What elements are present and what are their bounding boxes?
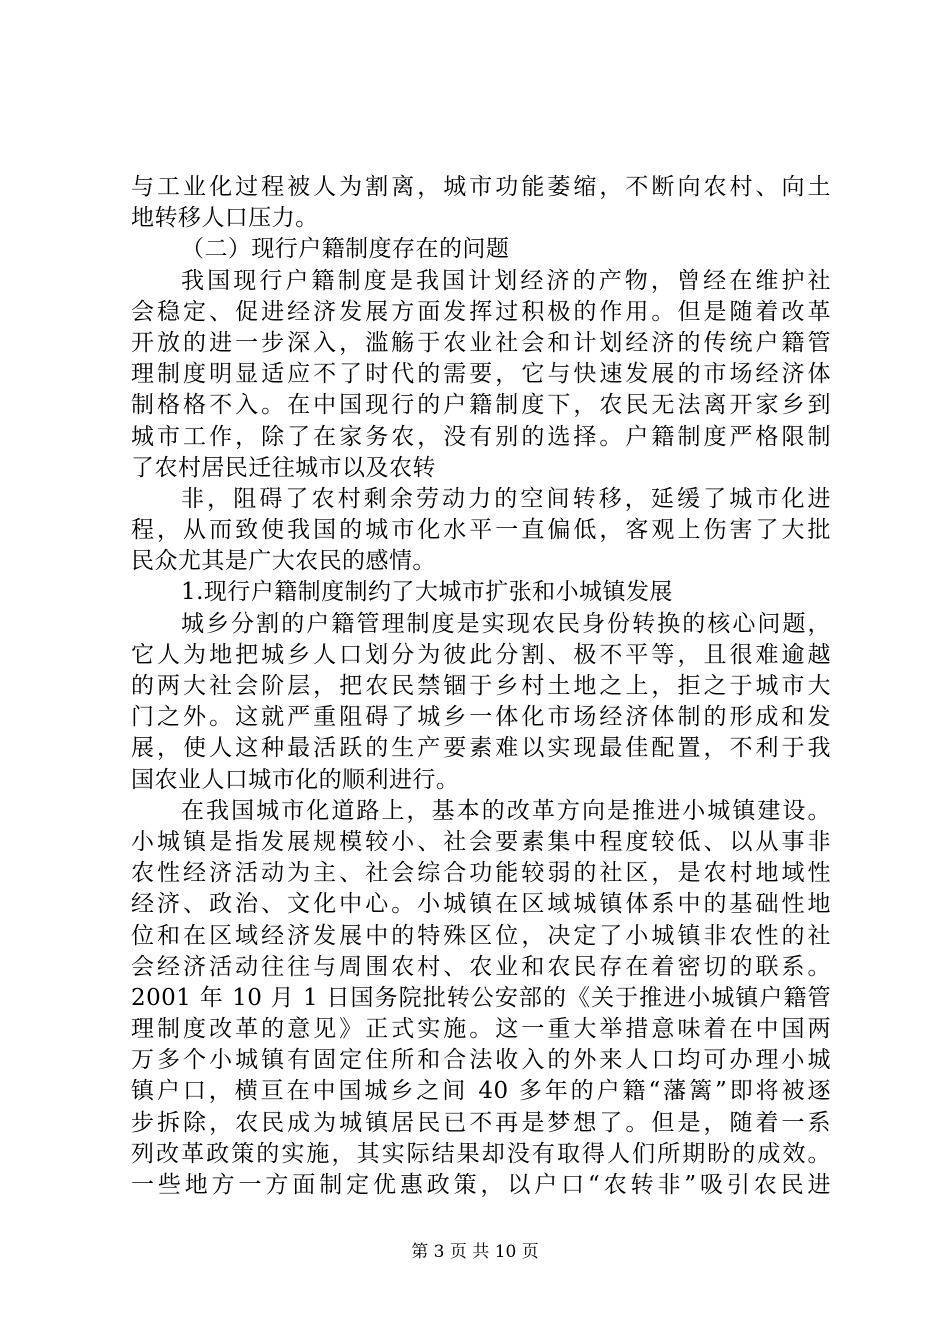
text-line: 理制度改革的意见》正式实施。这一重大举措意味着在中国两 <box>131 1016 831 1043</box>
text-line: 在我国城市化道路上，基本的改革方向是推进小城镇建设。 <box>181 797 831 824</box>
text-line: （二）现行户籍制度存在的问题 <box>181 236 510 263</box>
text-line: 经济、政治、文化中心。小城镇在区域城镇体系中的基础性地 <box>131 891 831 918</box>
text-line: 地转移人口压力。 <box>131 205 319 232</box>
text-line: 制格格不入。在中国现行的户籍制度下，农民无法离开家乡到 <box>131 392 831 419</box>
text-line: 会稳定、促进经济发展方面发挥过积极的作用。但是随着改革 <box>131 298 831 325</box>
text-line: 小城镇是指发展规模较小、社会要素集中程度较低、以从事非 <box>131 828 831 855</box>
document-body <box>131 172 831 1201</box>
text-line: 位和在区域经济发展中的特殊区位，决定了小城镇非农性的社 <box>131 922 831 949</box>
text-line: 的两大社会阶层，把农民禁锢于乡村土地之上，拒之于城市大 <box>131 673 831 699</box>
text-line: 开放的进一步深入，滥觞于农业社会和计划经济的传统户籍管 <box>131 329 831 356</box>
text-line: 农性经济活动为主、社会综合功能较弱的社区，是农村地域性 <box>131 860 831 887</box>
text-line: 2001 年 10 月 1 日国务院批转公安部的《关于推进小城镇户籍管 <box>131 984 831 1011</box>
text-line: 会经济活动往往与周围农村、农业和农民存在着密切的联系。 <box>131 953 831 980</box>
text-line: 国农业人口城市化的顺利进行。 <box>131 766 460 793</box>
text-line: 步拆除，农民成为城镇居民已不再是梦想了。但是，随着一系 <box>131 1109 831 1136</box>
text-line: 城市工作，除了在家务农，没有别的选择。户籍制度严格限制 <box>131 423 831 450</box>
text-line: 程，从而致使我国的城市化水平一直偏低，客观上伤害了大批 <box>131 517 831 544</box>
text-line: 理制度明显适应不了时代的需要，它与快速发展的市场经济体 <box>131 361 831 388</box>
text-line: 非，阻碍了农村剩余劳动力的空间转移，延缓了城市化进 <box>181 485 831 512</box>
text-line: 镇户口，横亘在中国城乡之间 40 多年的户籍“藩篱”即将被逐 <box>131 1078 831 1105</box>
page-footer: 第 3 页 共 10 页 <box>411 1242 539 1262</box>
text-line: 万多个小城镇有固定住所和合法收入的外来人口均可办理小城 <box>131 1047 831 1074</box>
text-line: 它人为地把城乡人口划分为彼此分割、极不平等，且很难逾越 <box>131 641 831 668</box>
text-line: 列改革政策的实施，其实际结果却没有取得人们所期盼的成效。 <box>131 1140 831 1167</box>
text-line: 门之外。这就严重阻碍了城乡一体化市场经济体制的形成和发 <box>131 704 831 731</box>
text-line: 了农村居民迁往城市以及农转 <box>131 454 436 481</box>
text-line: 民众尤其是广大农民的感情。 <box>131 548 436 575</box>
text-line: 1.现行户籍制度制约了大城市扩张和小城镇发展 <box>181 579 673 606</box>
text-line: 我国现行户籍制度是我国计划经济的产物，曾经在维护社 <box>181 267 831 294</box>
text-line: 与工业化过程被人为割离，城市功能萎缩，不断向农村、向土 <box>131 174 831 200</box>
text-line: 展，使人这种最活跃的生产要素难以实现最佳配置，不利于我 <box>131 735 831 762</box>
text-line: 一些地方一方面制定优惠政策，以户口“农转非”吸引农民进 <box>131 1172 831 1198</box>
text-line: 城乡分割的户籍管理制度是实现农民身份转换的核心问题， <box>181 610 831 637</box>
